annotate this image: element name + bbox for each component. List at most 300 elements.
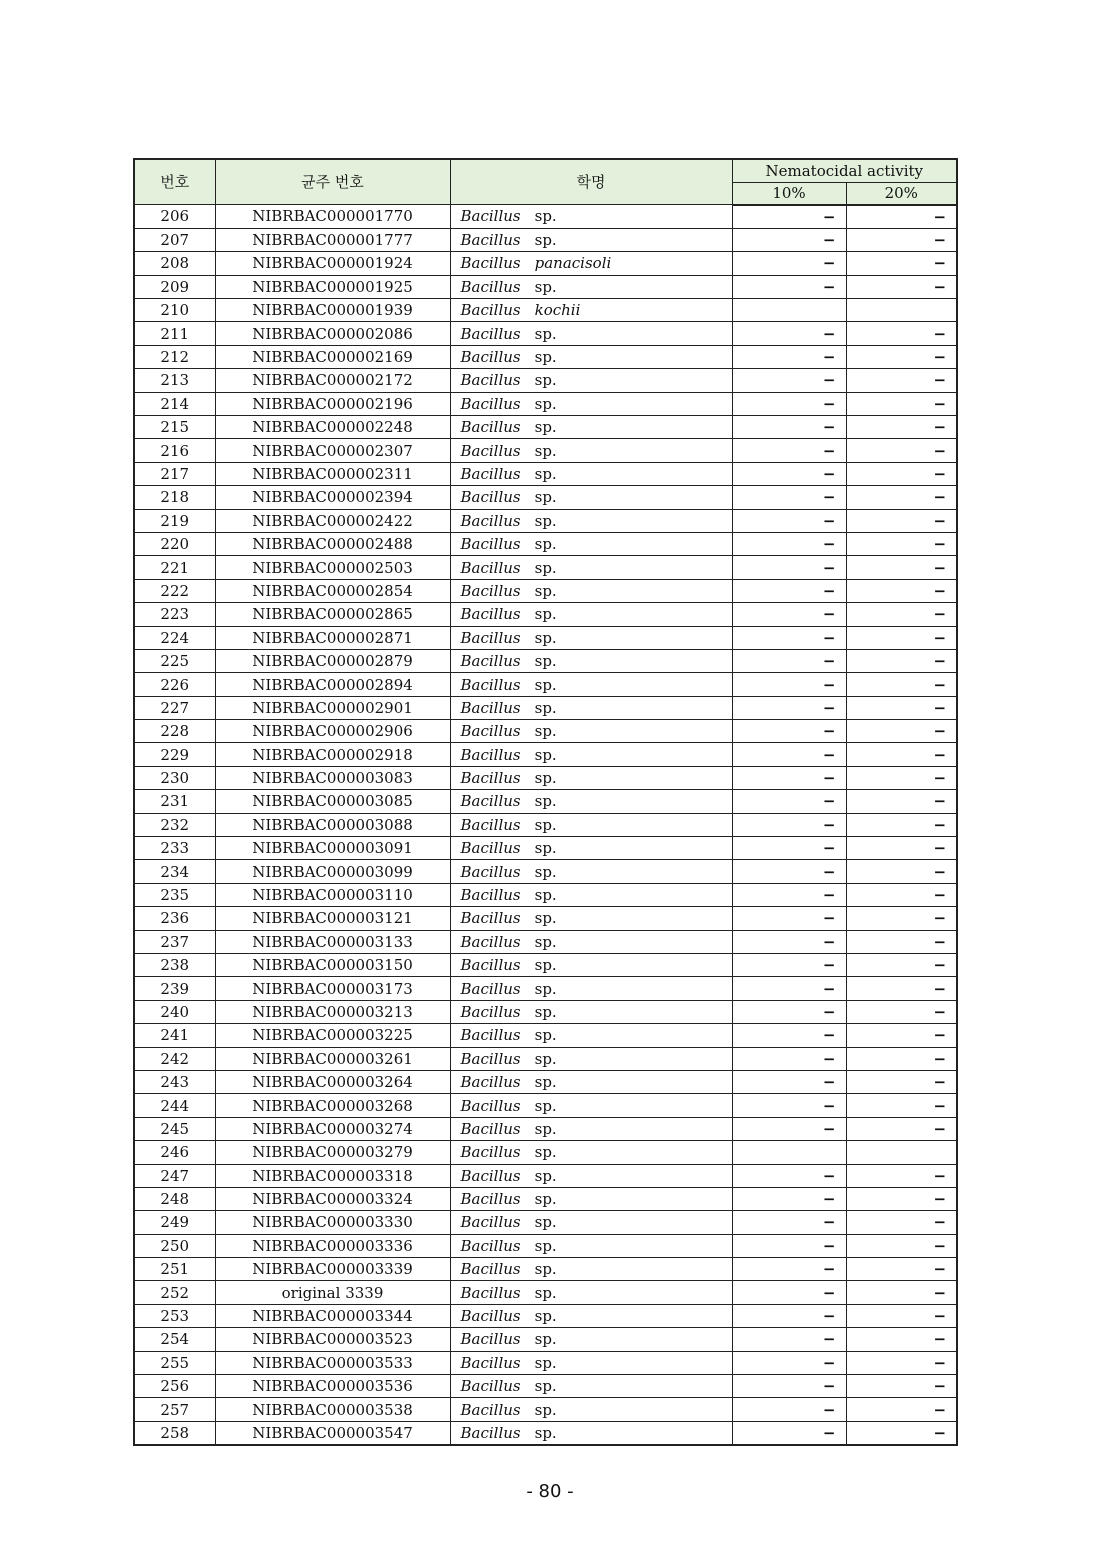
- genus-name: Bacillus: [460, 1424, 521, 1442]
- species-name: sp.: [534, 745, 557, 764]
- activity-20-percent-cell: −: [846, 626, 957, 649]
- scientific-name-cell: [450, 252, 732, 275]
- table-row: [134, 1070, 957, 1093]
- genus-name: Bacillus: [460, 581, 521, 600]
- activity-10-percent-cell: [732, 1141, 846, 1164]
- table-row: [134, 790, 957, 813]
- scientific-name-cell: [450, 603, 732, 626]
- species-name: sp.: [534, 371, 557, 390]
- strain-number-cell: NIBRBAC000003547: [215, 1421, 450, 1445]
- scientific-name-cell: [450, 579, 732, 602]
- activity-10-percent-cell: −: [732, 416, 846, 439]
- strain-number-cell: NIBRBAC000003133: [215, 930, 450, 953]
- strain-number-cell: NIBRBAC000003279: [215, 1141, 450, 1164]
- row-number-cell: 208: [134, 252, 215, 275]
- species-name: sp.: [534, 652, 557, 671]
- scientific-name-cell: [450, 299, 732, 322]
- scientific-name-cell: [450, 1258, 732, 1281]
- species-name: sp.: [534, 488, 557, 507]
- genus-name: Bacillus: [460, 231, 521, 250]
- species-name: sp.: [534, 605, 557, 624]
- row-number-cell: 252: [134, 1281, 215, 1304]
- scientific-name-cell: [450, 743, 732, 766]
- activity-20-percent-cell: −: [846, 486, 957, 509]
- genus-name: Bacillus: [460, 1213, 521, 1232]
- activity-20-percent-cell: [846, 299, 957, 322]
- row-number-cell: 251: [134, 1258, 215, 1281]
- species-name: sp.: [534, 464, 557, 483]
- scientific-name-cell: [450, 1000, 732, 1023]
- table-row: [134, 1117, 957, 1140]
- scientific-name-cell: [450, 1164, 732, 1187]
- row-number-cell: 258: [134, 1421, 215, 1445]
- row-number-cell: 222: [134, 579, 215, 602]
- activity-20-percent-cell: −: [846, 275, 957, 298]
- row-number-cell: 232: [134, 813, 215, 836]
- scientific-name-cell: [450, 907, 732, 930]
- row-number-cell: 234: [134, 860, 215, 883]
- scientific-name-cell: [450, 1421, 732, 1445]
- genus-name: Bacillus: [460, 1377, 521, 1396]
- table-row: [134, 322, 957, 345]
- strain-number-cell: NIBRBAC000001939: [215, 299, 450, 322]
- activity-10-percent-cell: −: [732, 1328, 846, 1351]
- genus-name: Bacillus: [460, 605, 521, 624]
- row-number-cell: 248: [134, 1187, 215, 1210]
- activity-20-percent-cell: −: [846, 439, 957, 462]
- strain-number-cell: NIBRBAC000002422: [215, 509, 450, 532]
- activity-20-percent-cell: −: [846, 813, 957, 836]
- genus-name: Bacillus: [460, 1283, 521, 1302]
- table-row: [134, 532, 957, 555]
- activity-10-percent-cell: −: [732, 673, 846, 696]
- scientific-name-cell: [450, 439, 732, 462]
- species-name: sp.: [534, 1307, 557, 1326]
- genus-name: Bacillus: [460, 1190, 521, 1209]
- strain-number-cell: NIBRBAC000002901: [215, 696, 450, 719]
- activity-10-percent-cell: −: [732, 813, 846, 836]
- table-row: [134, 1304, 957, 1327]
- table-row: [134, 1187, 957, 1210]
- scientific-name-cell: [450, 486, 732, 509]
- scientific-name-cell: [450, 1398, 732, 1421]
- row-number-cell: 218: [134, 486, 215, 509]
- header-scientific-name: 학명: [450, 159, 732, 205]
- genus-name: Bacillus: [460, 558, 521, 577]
- species-name: sp.: [534, 956, 557, 975]
- scientific-name-cell: [450, 369, 732, 392]
- row-number-cell: 224: [134, 626, 215, 649]
- activity-20-percent-cell: −: [846, 579, 957, 602]
- activity-20-percent-cell: [846, 1141, 957, 1164]
- genus-name: Bacillus: [460, 1353, 521, 1372]
- species-name: panacisoli: [534, 254, 612, 273]
- strain-number-cell: NIBRBAC000003225: [215, 1024, 450, 1047]
- activity-20-percent-cell: −: [846, 1164, 957, 1187]
- row-number-cell: 206: [134, 205, 215, 229]
- activity-10-percent-cell: −: [732, 1047, 846, 1070]
- activity-10-percent-cell: −: [732, 1187, 846, 1210]
- activity-20-percent-cell: −: [846, 228, 957, 251]
- row-number-cell: 242: [134, 1047, 215, 1070]
- activity-10-percent-cell: −: [732, 603, 846, 626]
- strain-number-cell: NIBRBAC000002906: [215, 720, 450, 743]
- activity-20-percent-cell: −: [846, 954, 957, 977]
- genus-name: Bacillus: [460, 909, 521, 928]
- genus-name: Bacillus: [460, 1073, 521, 1092]
- table-row: [134, 603, 957, 626]
- activity-20-percent-cell: −: [846, 392, 957, 415]
- row-number-cell: 256: [134, 1375, 215, 1398]
- table-row: [134, 1047, 957, 1070]
- table-row: [134, 1234, 957, 1257]
- strain-number-cell: NIBRBAC000003339: [215, 1258, 450, 1281]
- activity-20-percent-cell: −: [846, 1047, 957, 1070]
- scientific-name-cell: [450, 1328, 732, 1351]
- strain-number-cell: NIBRBAC000002172: [215, 369, 450, 392]
- strain-number-cell: NIBRBAC000003274: [215, 1117, 450, 1140]
- species-name: sp.: [534, 1096, 557, 1115]
- activity-10-percent-cell: −: [732, 369, 846, 392]
- species-name: sp.: [534, 1002, 557, 1021]
- table-row: [134, 907, 957, 930]
- header-strain-number: 균주 번호: [215, 159, 450, 205]
- genus-name: Bacillus: [460, 698, 521, 717]
- strain-number-cell: NIBRBAC000002854: [215, 579, 450, 602]
- activity-10-percent-cell: −: [732, 1164, 846, 1187]
- scientific-name-cell: [450, 1234, 732, 1257]
- genus-name: Bacillus: [460, 675, 521, 694]
- row-number-cell: 253: [134, 1304, 215, 1327]
- table-row: [134, 977, 957, 1000]
- table-row: [134, 1421, 957, 1445]
- row-number-cell: 238: [134, 954, 215, 977]
- table-row: [134, 837, 957, 860]
- strain-number-cell: original 3339: [215, 1281, 450, 1304]
- strain-number-cell: NIBRBAC000002894: [215, 673, 450, 696]
- species-name: sp.: [534, 1143, 557, 1162]
- activity-20-percent-cell: −: [846, 907, 957, 930]
- species-name: sp.: [534, 277, 557, 296]
- activity-20-percent-cell: −: [846, 322, 957, 345]
- activity-10-percent-cell: −: [732, 1211, 846, 1234]
- strain-number-cell: NIBRBAC000002311: [215, 462, 450, 485]
- row-number-cell: 211: [134, 322, 215, 345]
- row-number-cell: 231: [134, 790, 215, 813]
- strain-number-cell: NIBRBAC000003330: [215, 1211, 450, 1234]
- table-row: [134, 626, 957, 649]
- row-number-cell: 230: [134, 766, 215, 789]
- activity-10-percent-cell: −: [732, 462, 846, 485]
- scientific-name-cell: [450, 1070, 732, 1093]
- activity-20-percent-cell: −: [846, 1281, 957, 1304]
- strain-number-cell: NIBRBAC000003261: [215, 1047, 450, 1070]
- row-number-cell: 255: [134, 1351, 215, 1374]
- activity-10-percent-cell: −: [732, 486, 846, 509]
- species-name: sp.: [534, 886, 557, 905]
- genus-name: Bacillus: [460, 1330, 521, 1349]
- activity-20-percent-cell: −: [846, 1258, 957, 1281]
- scientific-name-cell: [450, 275, 732, 298]
- strain-number-cell: NIBRBAC000002865: [215, 603, 450, 626]
- row-number-cell: 237: [134, 930, 215, 953]
- species-name: sp.: [534, 1073, 557, 1092]
- scientific-name-cell: [450, 556, 732, 579]
- genus-name: Bacillus: [460, 1002, 521, 1021]
- table-row: [134, 813, 957, 836]
- table-row: [134, 1141, 957, 1164]
- activity-20-percent-cell: −: [846, 345, 957, 368]
- activity-10-percent-cell: −: [732, 766, 846, 789]
- strain-number-cell: NIBRBAC000003213: [215, 1000, 450, 1023]
- genus-name: Bacillus: [460, 371, 521, 390]
- activity-10-percent-cell: −: [732, 977, 846, 1000]
- row-number-cell: 240: [134, 1000, 215, 1023]
- scientific-name-cell: [450, 1187, 732, 1210]
- activity-20-percent-cell: −: [846, 883, 957, 906]
- genus-name: Bacillus: [460, 745, 521, 764]
- genus-name: Bacillus: [460, 886, 521, 905]
- genus-name: Bacillus: [460, 324, 521, 343]
- scientific-name-cell: [450, 1094, 732, 1117]
- species-name: sp.: [534, 1283, 557, 1302]
- genus-name: Bacillus: [460, 956, 521, 975]
- header-10-percent: 10%: [732, 182, 846, 204]
- scientific-name-cell: [450, 228, 732, 251]
- genus-name: Bacillus: [460, 1260, 521, 1279]
- scientific-name-cell: [450, 673, 732, 696]
- genus-name: Bacillus: [460, 511, 521, 530]
- row-number-cell: 225: [134, 649, 215, 672]
- strain-number-cell: NIBRBAC000003344: [215, 1304, 450, 1327]
- activity-20-percent-cell: −: [846, 860, 957, 883]
- activity-10-percent-cell: −: [732, 1070, 846, 1093]
- row-number-cell: 217: [134, 462, 215, 485]
- activity-10-percent-cell: −: [732, 1094, 846, 1117]
- table-row: [134, 696, 957, 719]
- table-row: [134, 1024, 957, 1047]
- species-name: sp.: [534, 581, 557, 600]
- scientific-name-cell: [450, 345, 732, 368]
- strain-number-cell: NIBRBAC000003264: [215, 1070, 450, 1093]
- species-name: sp.: [534, 1377, 557, 1396]
- activity-20-percent-cell: −: [846, 673, 957, 696]
- table-row: [134, 720, 957, 743]
- strain-number-cell: NIBRBAC000003099: [215, 860, 450, 883]
- activity-20-percent-cell: −: [846, 1421, 957, 1445]
- activity-10-percent-cell: −: [732, 1024, 846, 1047]
- scientific-name-cell: [450, 322, 732, 345]
- activity-10-percent-cell: −: [732, 556, 846, 579]
- activity-10-percent-cell: −: [732, 626, 846, 649]
- scientific-name-cell: [450, 930, 732, 953]
- species-name: sp.: [534, 418, 557, 437]
- table-row: [134, 766, 957, 789]
- table-row: [134, 1000, 957, 1023]
- table-row: [134, 1398, 957, 1421]
- scientific-name-cell: [450, 416, 732, 439]
- scientific-name-cell: [450, 1024, 732, 1047]
- activity-10-percent-cell: −: [732, 930, 846, 953]
- species-name: sp.: [534, 909, 557, 928]
- scientific-name-cell: [450, 626, 732, 649]
- scientific-name-cell: [450, 1211, 732, 1234]
- genus-name: Bacillus: [460, 1166, 521, 1185]
- scientific-name-cell: [450, 1375, 732, 1398]
- strain-number-cell: NIBRBAC000003318: [215, 1164, 450, 1187]
- strain-number-cell: NIBRBAC000002169: [215, 345, 450, 368]
- activity-20-percent-cell: −: [846, 556, 957, 579]
- activity-10-percent-cell: −: [732, 509, 846, 532]
- activity-10-percent-cell: −: [732, 1304, 846, 1327]
- strain-number-cell: NIBRBAC000003085: [215, 790, 450, 813]
- activity-20-percent-cell: −: [846, 1351, 957, 1374]
- strain-number-cell: NIBRBAC000002918: [215, 743, 450, 766]
- scientific-name-cell: [450, 1351, 732, 1374]
- genus-name: Bacillus: [460, 769, 521, 788]
- activity-10-percent-cell: −: [732, 1351, 846, 1374]
- genus-name: Bacillus: [460, 652, 521, 671]
- row-number-cell: 212: [134, 345, 215, 368]
- row-number-cell: 243: [134, 1070, 215, 1093]
- row-number-cell: 227: [134, 696, 215, 719]
- scientific-name-cell: [450, 837, 732, 860]
- activity-20-percent-cell: −: [846, 1187, 957, 1210]
- strain-number-cell: NIBRBAC000003088: [215, 813, 450, 836]
- species-name: sp.: [534, 1330, 557, 1349]
- activity-20-percent-cell: −: [846, 720, 957, 743]
- page-number: - 80 -: [526, 1481, 574, 1502]
- activity-20-percent-cell: −: [846, 743, 957, 766]
- activity-10-percent-cell: −: [732, 649, 846, 672]
- activity-20-percent-cell: −: [846, 696, 957, 719]
- scientific-name-cell: [450, 883, 732, 906]
- activity-10-percent-cell: −: [732, 1000, 846, 1023]
- table-row: [134, 1211, 957, 1234]
- row-number-cell: 241: [134, 1024, 215, 1047]
- table-row: [134, 1328, 957, 1351]
- table-row: [134, 883, 957, 906]
- activity-10-percent-cell: −: [732, 790, 846, 813]
- species-name: kochii: [534, 301, 581, 320]
- row-number-cell: 220: [134, 532, 215, 555]
- species-name: sp.: [534, 628, 557, 647]
- table-header: [134, 159, 957, 205]
- species-name: sp.: [534, 815, 557, 834]
- activity-10-percent-cell: −: [732, 532, 846, 555]
- activity-10-percent-cell: −: [732, 883, 846, 906]
- species-name: sp.: [534, 792, 557, 811]
- row-number-cell: 257: [134, 1398, 215, 1421]
- row-number-cell: 239: [134, 977, 215, 1000]
- table-row: [134, 1258, 957, 1281]
- row-number-cell: 226: [134, 673, 215, 696]
- species-name: sp.: [534, 722, 557, 741]
- genus-name: Bacillus: [460, 1119, 521, 1138]
- scientific-name-cell: [450, 860, 732, 883]
- genus-name: Bacillus: [460, 441, 521, 460]
- genus-name: Bacillus: [460, 1026, 521, 1045]
- activity-20-percent-cell: −: [846, 416, 957, 439]
- row-number-cell: 235: [134, 883, 215, 906]
- strain-number-cell: NIBRBAC000002879: [215, 649, 450, 672]
- strain-number-cell: NIBRBAC000003121: [215, 907, 450, 930]
- row-number-cell: 219: [134, 509, 215, 532]
- species-name: sp.: [534, 394, 557, 413]
- genus-name: Bacillus: [460, 418, 521, 437]
- species-name: sp.: [534, 348, 557, 367]
- activity-20-percent-cell: −: [846, 1094, 957, 1117]
- table-body: [134, 205, 957, 1446]
- strain-number-cell: NIBRBAC000003536: [215, 1375, 450, 1398]
- genus-name: Bacillus: [460, 1400, 521, 1419]
- activity-20-percent-cell: −: [846, 1375, 957, 1398]
- activity-10-percent-cell: −: [732, 252, 846, 275]
- activity-10-percent-cell: −: [732, 954, 846, 977]
- species-name: sp.: [534, 207, 557, 226]
- table-row: [134, 392, 957, 415]
- activity-10-percent-cell: −: [732, 1117, 846, 1140]
- scientific-name-cell: [450, 532, 732, 555]
- table-row: [134, 252, 957, 275]
- activity-20-percent-cell: −: [846, 369, 957, 392]
- activity-20-percent-cell: −: [846, 1000, 957, 1023]
- row-number-cell: 250: [134, 1234, 215, 1257]
- activity-10-percent-cell: −: [732, 743, 846, 766]
- strain-number-cell: NIBRBAC000001770: [215, 205, 450, 229]
- activity-20-percent-cell: −: [846, 649, 957, 672]
- scientific-name-cell: [450, 392, 732, 415]
- strain-number-cell: NIBRBAC000002307: [215, 439, 450, 462]
- species-name: sp.: [534, 1260, 557, 1279]
- strain-number-cell: NIBRBAC000002196: [215, 392, 450, 415]
- scientific-name-cell: [450, 1047, 732, 1070]
- header-20-percent: 20%: [846, 182, 957, 204]
- genus-name: Bacillus: [460, 862, 521, 881]
- activity-20-percent-cell: −: [846, 1234, 957, 1257]
- activity-20-percent-cell: −: [846, 930, 957, 953]
- table-row: [134, 1094, 957, 1117]
- activity-10-percent-cell: −: [732, 1421, 846, 1445]
- table-row: [134, 556, 957, 579]
- species-name: sp.: [534, 675, 557, 694]
- activity-20-percent-cell: −: [846, 1024, 957, 1047]
- genus-name: Bacillus: [460, 488, 521, 507]
- table-row: [134, 509, 957, 532]
- strain-number-cell: NIBRBAC000003091: [215, 837, 450, 860]
- table-row: [134, 486, 957, 509]
- row-number-cell: 210: [134, 299, 215, 322]
- row-number-cell: 228: [134, 720, 215, 743]
- strain-number-cell: NIBRBAC000003083: [215, 766, 450, 789]
- activity-20-percent-cell: −: [846, 532, 957, 555]
- strain-number-cell: NIBRBAC000003324: [215, 1187, 450, 1210]
- table-row: [134, 1375, 957, 1398]
- activity-10-percent-cell: −: [732, 345, 846, 368]
- table-row: [134, 930, 957, 953]
- activity-10-percent-cell: −: [732, 275, 846, 298]
- genus-name: Bacillus: [460, 348, 521, 367]
- strain-number-cell: NIBRBAC000002871: [215, 626, 450, 649]
- activity-10-percent-cell: −: [732, 322, 846, 345]
- species-name: sp.: [534, 979, 557, 998]
- strain-number-cell: NIBRBAC000002488: [215, 532, 450, 555]
- nematocidal-activity-table: [133, 158, 958, 1446]
- strain-number-cell: NIBRBAC000001925: [215, 275, 450, 298]
- activity-20-percent-cell: −: [846, 1211, 957, 1234]
- table-row: [134, 1164, 957, 1187]
- table-row: [134, 860, 957, 883]
